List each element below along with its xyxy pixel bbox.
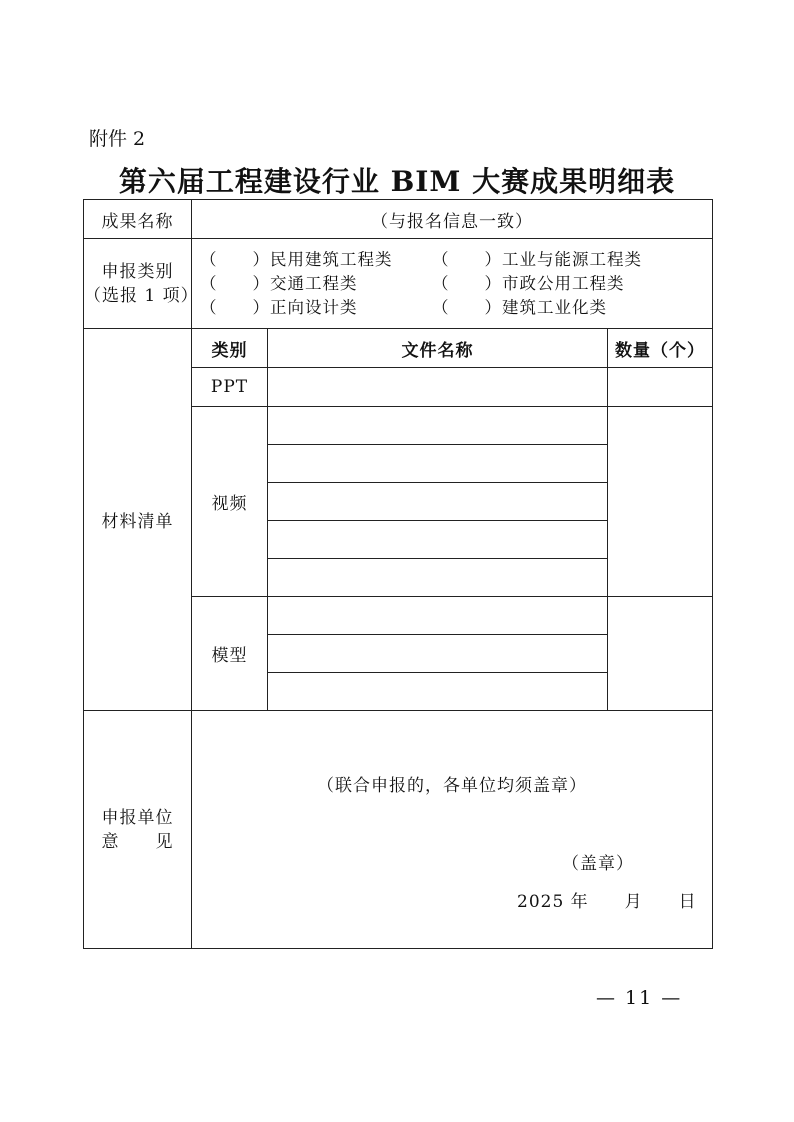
materials-label: 材料清单 [84,329,192,711]
opinion-label [84,711,192,949]
type-video: 视频 [192,407,268,597]
option-forward-design[interactable]: （ ）正向设计类 [200,297,358,317]
video-count-cell[interactable] [608,407,713,597]
ppt-count-cell[interactable] [608,368,713,407]
video-file-cell[interactable] [268,521,608,559]
model-count-cell[interactable] [608,597,713,711]
date-line: 2025 年 月 日 [517,892,697,912]
seal-label: （盖章） [562,854,634,874]
result-name-field[interactable]: （与报名信息一致） [192,200,713,239]
opinion-label-line2: 意 见 [101,831,174,852]
model-file-cell[interactable] [268,635,608,673]
col-header-file-name: 文件名称 [268,329,608,368]
model-file-cell[interactable] [268,597,608,635]
category-label [84,239,199,329]
page-number: — 11 — [596,987,683,1009]
results-table [83,199,713,949]
page-title: 第六届工程建设行业 BIM 大赛成果明细表 [118,165,676,198]
video-file-cell[interactable] [268,559,608,597]
option-industrial-energy[interactable]: （ ）工业与能源工程类 [432,249,642,269]
video-file-cell[interactable] [268,483,608,521]
type-model: 模型 [192,597,268,711]
video-file-cell[interactable] [268,407,608,445]
model-file-cell[interactable] [268,673,608,711]
opinion-area[interactable] [192,711,713,949]
option-municipal[interactable]: （ ）市政公用工程类 [432,273,625,293]
option-civil-building[interactable]: （ ）民用建筑工程类 [200,249,393,269]
opinion-label-line1: 申报单位 [101,807,174,828]
video-file-cell[interactable] [268,445,608,483]
result-name-label: 成果名称 [84,200,192,239]
option-industrialized-building[interactable]: （ ）建筑工业化类 [432,297,607,317]
col-header-type: 类别 [192,329,268,368]
col-header-count: 数量（个） [608,329,713,368]
type-ppt: PPT [192,368,268,407]
option-transport[interactable]: （ ）交通工程类 [200,273,358,293]
ppt-file-cell[interactable] [268,368,608,407]
category-label-line1: 申报类别 [101,261,174,282]
attachment-label: 附件 2 [89,128,146,150]
opinion-note: （联合申报的，各单位均须盖章） [317,776,587,796]
category-options [192,239,713,329]
category-label-line2: （选报 1 项） [84,285,199,306]
